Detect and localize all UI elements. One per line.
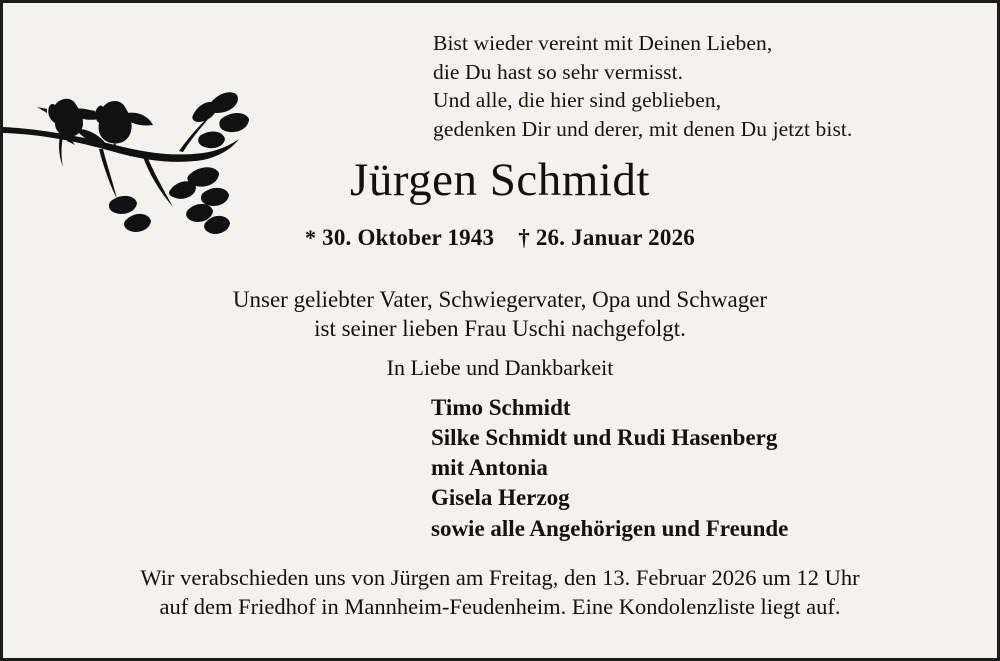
birth-date: 30. Oktober 1943 bbox=[322, 225, 495, 250]
verse-line-4: gedenken Dir und derer, mit denen Du jetzt bist. bbox=[433, 116, 853, 141]
intro-line-2: ist seiner lieben Frau Uschi nachgefolgt. bbox=[314, 316, 686, 342]
deceased-name: Jürgen Schmidt bbox=[350, 154, 650, 206]
family-list bbox=[431, 393, 951, 544]
intro-line-1: Unser geliebter Vater, Schwiegervater, Opa und Schwager bbox=[232, 287, 768, 312]
birth-star-icon: * bbox=[305, 225, 317, 250]
funeral-details-line-2: auf dem Friedhof in Mannheim-Feudenheim. Eine Kondolenzliste liegt auf. bbox=[159, 594, 841, 620]
death-cross-icon: † bbox=[518, 225, 530, 250]
family-member-4: Gisela Herzog bbox=[431, 485, 570, 511]
verse-line-2: die Du hast so sehr vermisst. bbox=[433, 59, 684, 84]
verse-line-1: Bist wieder vereint mit Deinen Lieben, bbox=[433, 31, 773, 55]
family-member-3: mit Antonia bbox=[431, 455, 548, 481]
birth-date-group bbox=[305, 225, 500, 250]
death-date: 26. Januar 2026 bbox=[535, 225, 695, 250]
dedication-text: In Liebe und Dankbarkeit bbox=[386, 355, 614, 380]
life-dates bbox=[3, 225, 997, 251]
death-date-group bbox=[518, 225, 695, 250]
funeral-details bbox=[3, 563, 997, 622]
family-member-5: sowie alle Angehörigen und Freunde bbox=[431, 515, 789, 541]
verse-line-3: Und alle, die hier sind geblieben, bbox=[433, 88, 722, 113]
family-member-2: Silke Schmidt und Rudi Hasenberg bbox=[431, 425, 778, 451]
branch-with-two-birds-icon bbox=[3, 49, 273, 249]
intro-text bbox=[3, 285, 997, 344]
family-member-1: Timo Schmidt bbox=[431, 395, 571, 420]
funeral-details-line-1: Wir verabschieden uns von Jürgen am Freitag, den 13. Februar 2026 um 12 Uhr bbox=[140, 565, 860, 590]
obituary-content bbox=[3, 3, 997, 658]
verse-text bbox=[433, 29, 973, 143]
